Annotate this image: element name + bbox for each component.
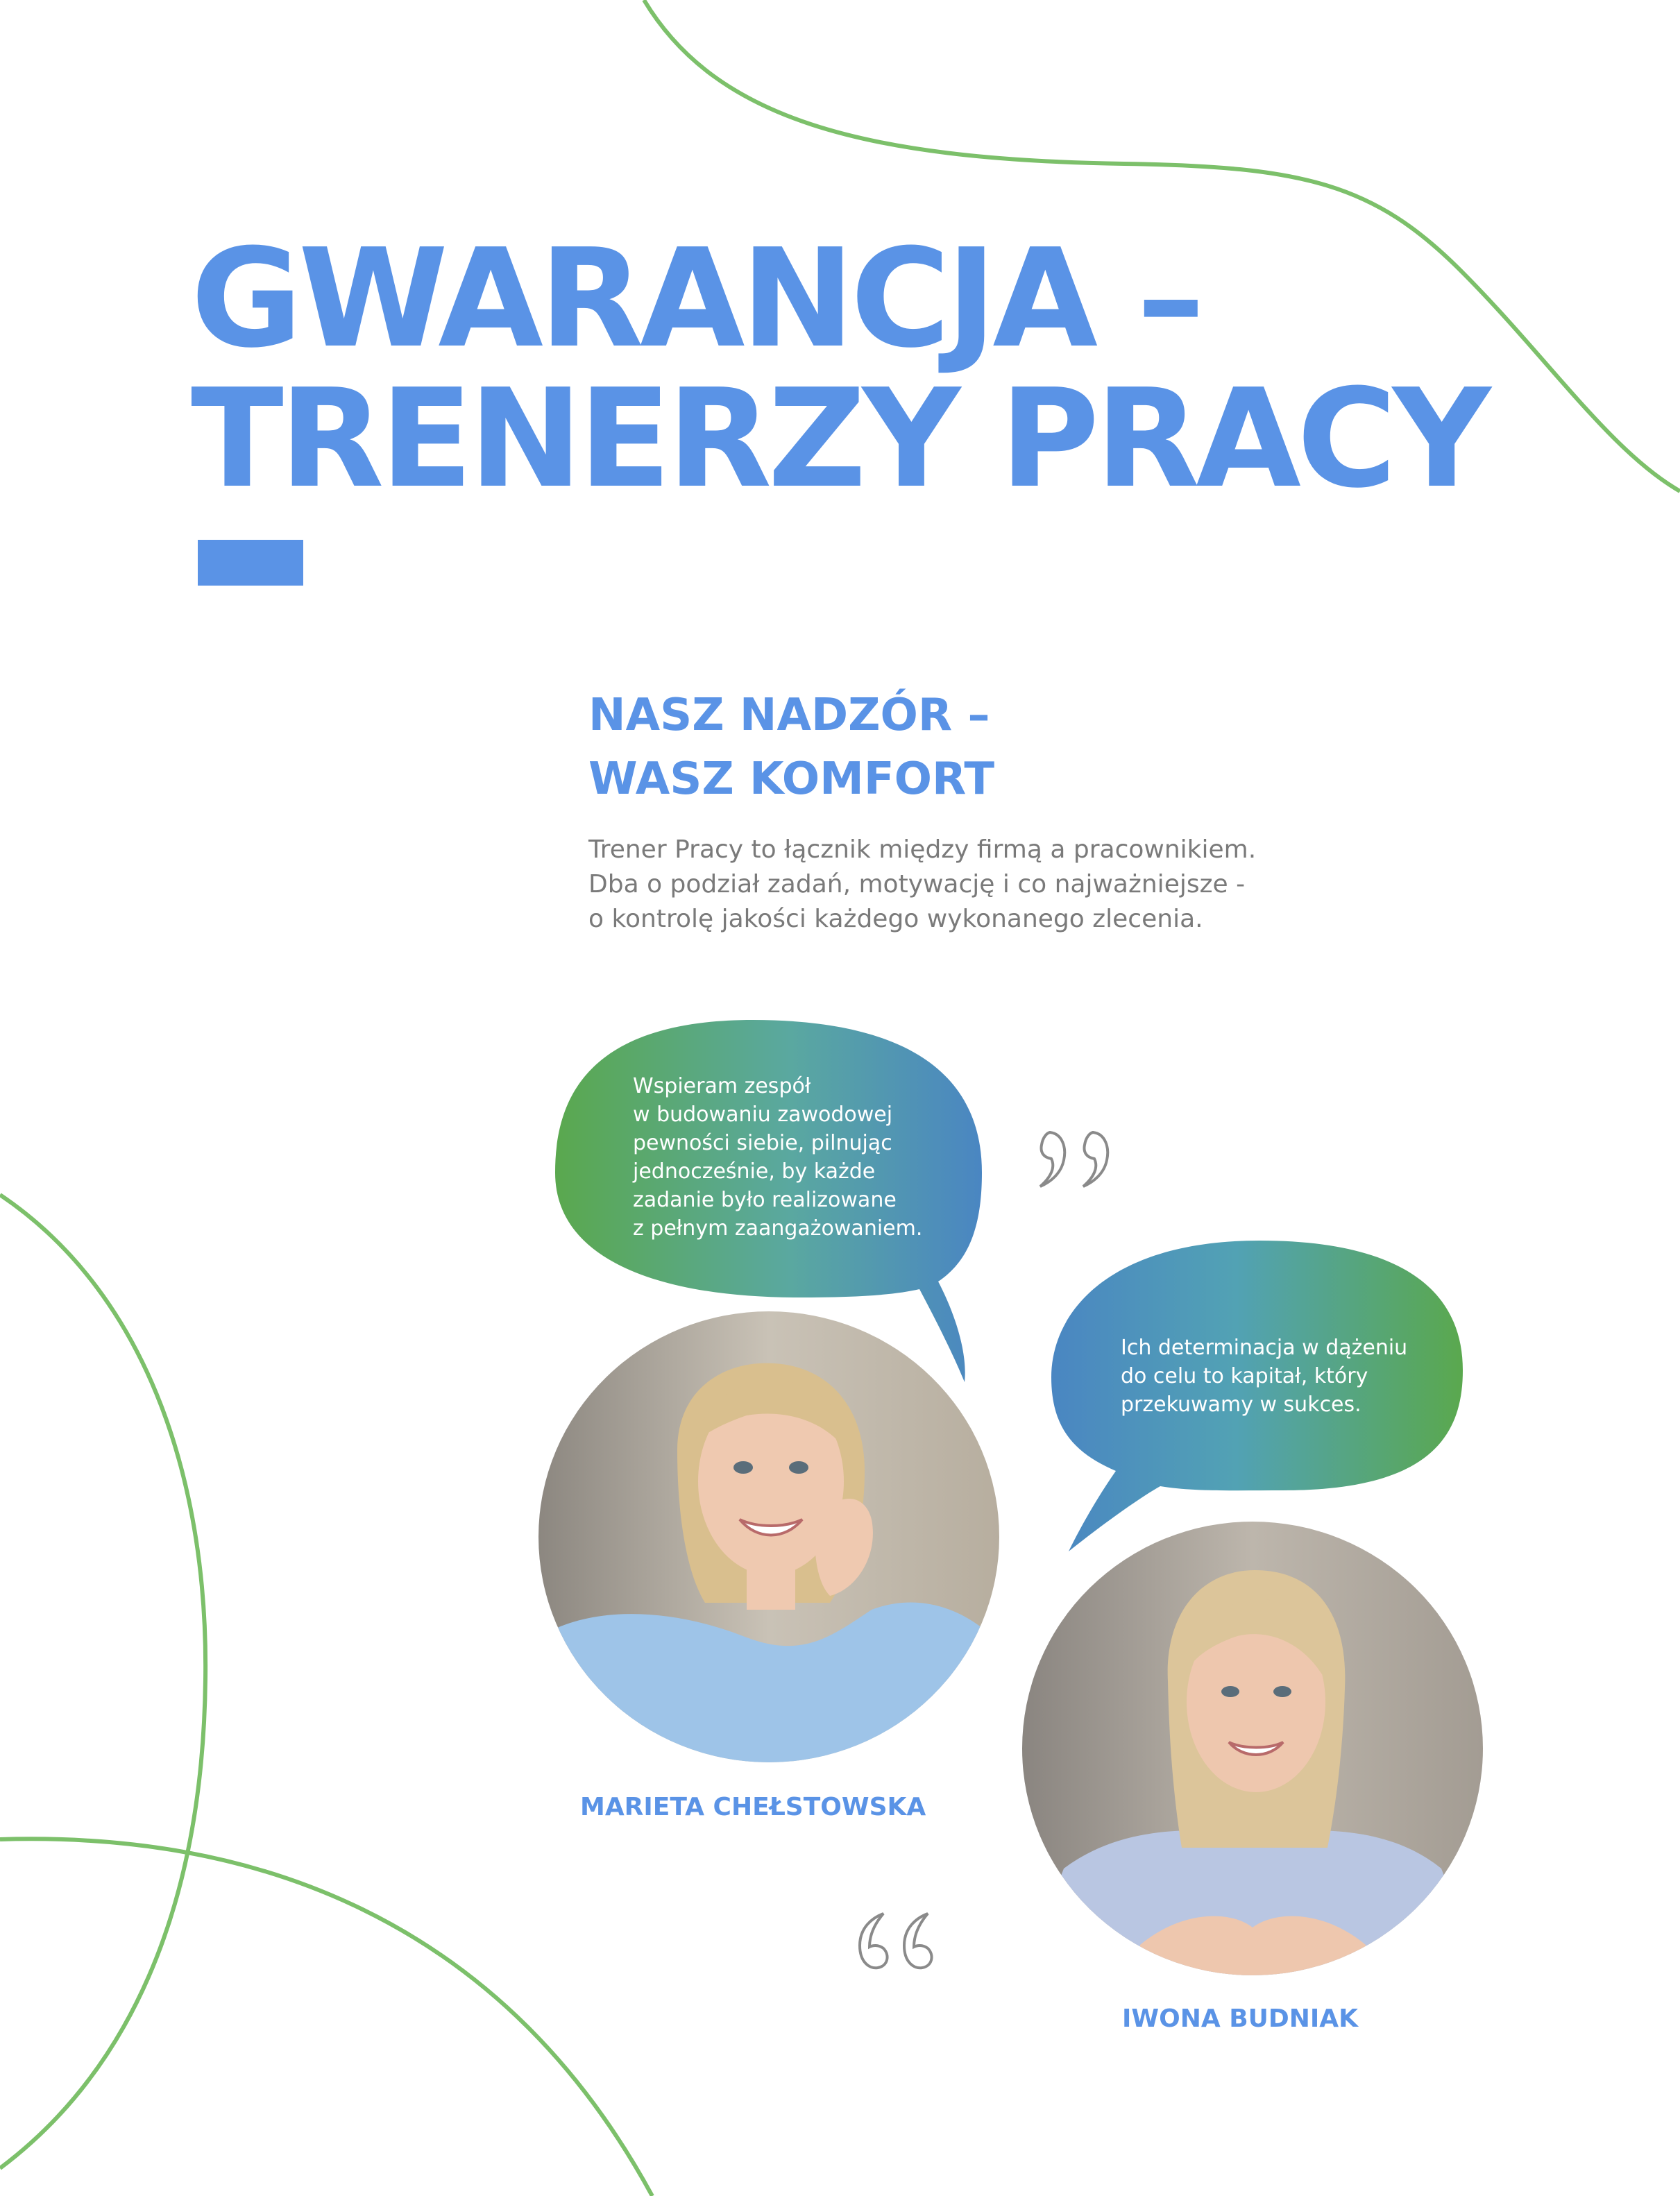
intro-line-2: Dba o podział zadań, motywację i co najważniejsze -	[588, 870, 1246, 899]
bubble-2-line-3: przekuwamy w sukces.	[1121, 1393, 1361, 1417]
portrait-marieta-illustration	[538, 1311, 999, 1762]
bubble-1-quote	[633, 1072, 922, 1243]
bubble-1-line-2: w budowaniu zawodowej	[633, 1103, 893, 1127]
section-heading-line-1: NASZ NADZÓR –	[588, 690, 990, 741]
bubble-1-line-3: pewności siebie, pilnując	[633, 1131, 892, 1155]
bubble-2-line-1: Ich determinacja w dążeniu	[1121, 1336, 1408, 1360]
intro-line-3: o kontrolę jakości każdego wykonanego zlecenia.	[588, 905, 1203, 933]
page-title-line-1: GWARANCJA –	[191, 220, 1201, 378]
trainer-name-2: IWONA BUDNIAK	[1122, 2005, 1359, 2033]
page-title-line-2: TRENERZY PRACY	[191, 360, 1487, 518]
bubble-1-line-1: Wspieram zespół	[633, 1074, 811, 1098]
section-heading-line-2: WASZ KOMFORT	[588, 754, 995, 805]
portrait-iwona-illustration	[1022, 1522, 1483, 1975]
bubble-2-quote	[1121, 1334, 1407, 1419]
bubble-1-line-5: zadanie było realizowane	[633, 1188, 897, 1212]
trainer-name-1: MARIETA CHEŁSTOWSKA	[580, 1793, 926, 1821]
intro-line-1: Trener Pracy to łącznik między firmą a pracownikiem.	[588, 835, 1257, 864]
portrait-iwona	[1022, 1522, 1483, 1975]
bubble-1-line-6: z pełnym zaangażowaniem.	[633, 1216, 923, 1241]
closing-quote-icon	[1036, 1124, 1126, 1193]
opening-quote-icon	[850, 1907, 940, 1976]
bubble-2-line-2: do celu to kapitał, który	[1121, 1364, 1368, 1388]
bubble-1-line-4: jednocześnie, by każde	[633, 1159, 876, 1184]
portrait-marieta	[538, 1311, 999, 1762]
